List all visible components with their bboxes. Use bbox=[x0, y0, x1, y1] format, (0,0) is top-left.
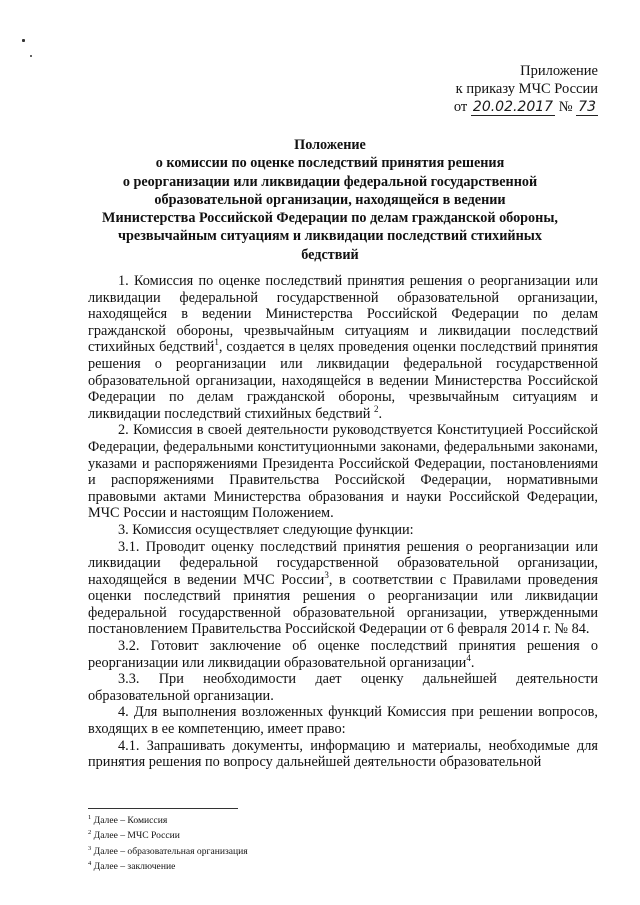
footnote-ref: 3 bbox=[324, 569, 329, 580]
paragraph-4: 4. Для выполнения возложенных функций Комиссия при решении вопросов, входящих в ее компетенцию, имеет право: bbox=[88, 704, 598, 738]
footnote-text: Далее – МЧС России bbox=[91, 830, 180, 842]
order-reference: к приказу МЧС России bbox=[455, 81, 598, 97]
appendix-header bbox=[454, 62, 598, 116]
number-sign: № bbox=[558, 99, 573, 115]
paragraph-text: , создается в целях проведения оценки последствий принятия решения о реорганизации или ликвидации федеральной государственной образовательной организации, находящейся в ведении Министерства Российской Федерации по делам гражданской обороны, чрезвычайным ситуациям и ликвидации последствий стихийных бедствий bbox=[88, 339, 599, 422]
paragraph-text: 3.2. Готовит заключение об оценке последствий принятия решения о реорганизации или ликвидации образовательной организации bbox=[88, 638, 598, 671]
footnotes bbox=[88, 812, 248, 874]
scan-speck bbox=[22, 39, 25, 42]
footnote bbox=[88, 843, 248, 858]
handwritten-date: 20.02.2017 bbox=[472, 99, 554, 115]
footnote-number: 2 bbox=[88, 829, 92, 837]
document-body bbox=[88, 273, 598, 771]
paragraph-text: 3.1. Проводит оценку последствий принятия решения о реорганизации или ликвидации федеральной государственной образовательной организации, находящейся в ведении МЧС России bbox=[88, 538, 598, 588]
paragraph-text: , в соответствии с Правилами проведения оценки последствий принятия решения о реорганизации или ликвидации федеральной государственной образовательной организации, утвержденными постановлением Правительства Российской Федерации от 6 февраля 2014 г. № 84. bbox=[88, 571, 598, 638]
footnote-text: Далее – заключение bbox=[91, 861, 176, 873]
paragraph-3-3: 3.3. При необходимости дает оценку дальнейшей деятельности образовательной организации. bbox=[88, 671, 598, 704]
handwritten-number: 73 bbox=[578, 99, 596, 115]
document-title bbox=[80, 136, 580, 264]
footnote-number: 4 bbox=[88, 860, 92, 868]
footnote bbox=[88, 858, 248, 873]
footnote-ref: 1 bbox=[214, 337, 219, 348]
title-line: о комиссии по оценке последствий принятия решения bbox=[155, 155, 505, 172]
paragraph-3-2 bbox=[88, 638, 598, 671]
footnote-divider bbox=[88, 808, 238, 809]
paragraph-text: . bbox=[378, 405, 383, 422]
title-line: Положение bbox=[294, 137, 366, 153]
date-prefix: от bbox=[453, 99, 468, 115]
footnote bbox=[88, 812, 248, 827]
paragraph-4-1: 4.1. Запрашивать документы, информацию и материалы, необходимые для принятия решения по вопросу дальнейшей деятельности образовательной bbox=[88, 737, 598, 771]
title-line: бедствий bbox=[301, 246, 359, 263]
order-date-line bbox=[454, 98, 598, 116]
footnote bbox=[88, 827, 248, 842]
footnote-number: 1 bbox=[88, 814, 92, 821]
paragraph-2: 2. Комиссия в своей деятельности руководствуется Конституцией Российской Федерации, федеральными конституционными законами, федеральными законами, указами и распоряжениями Президента Российской Федерации, постановлениями и распоряжениями Правительства Российской Федерации, нормативными правовыми актами Министерства образования и науки Российской Федерации, МЧС России и настоящим Положением. bbox=[88, 422, 598, 522]
title-line: чрезвычайным ситуациям и ликвидации последствий стихийных bbox=[118, 228, 542, 245]
footnote-number: 3 bbox=[88, 844, 92, 852]
footnote-ref: 2 bbox=[373, 403, 379, 414]
footnote-text: Далее – образовательная организация bbox=[91, 845, 248, 857]
paragraph-text: . bbox=[470, 654, 475, 671]
title-line: о реорганизации или ликвидации федеральной государственной bbox=[122, 173, 538, 190]
footnote-ref: 4 bbox=[466, 652, 471, 663]
footnote-text: Далее – Комиссия bbox=[91, 815, 168, 827]
paragraph-3-1 bbox=[88, 539, 598, 639]
title-line: Министерства Российской Федерации по делам гражданской обороны, bbox=[102, 210, 558, 227]
paragraph-3: 3. Комиссия осуществляет следующие функции: bbox=[118, 521, 414, 538]
appendix-label: Приложение bbox=[520, 63, 598, 79]
title-line: образовательной организации, находящейся в ведении bbox=[154, 191, 506, 208]
scan-speck bbox=[30, 55, 32, 57]
paragraph-text: 1. Комиссия по оценке последствий принятия решения о реорганизации или ликвидации федеральной государственной образовательной организации, находящейся в ведении Министерства Российской Федерации по делам гражданской обороны, чрезвычайным ситуациям и ликвидации последствий стихийных бедствий bbox=[88, 273, 598, 356]
paragraph-1 bbox=[88, 273, 598, 422]
